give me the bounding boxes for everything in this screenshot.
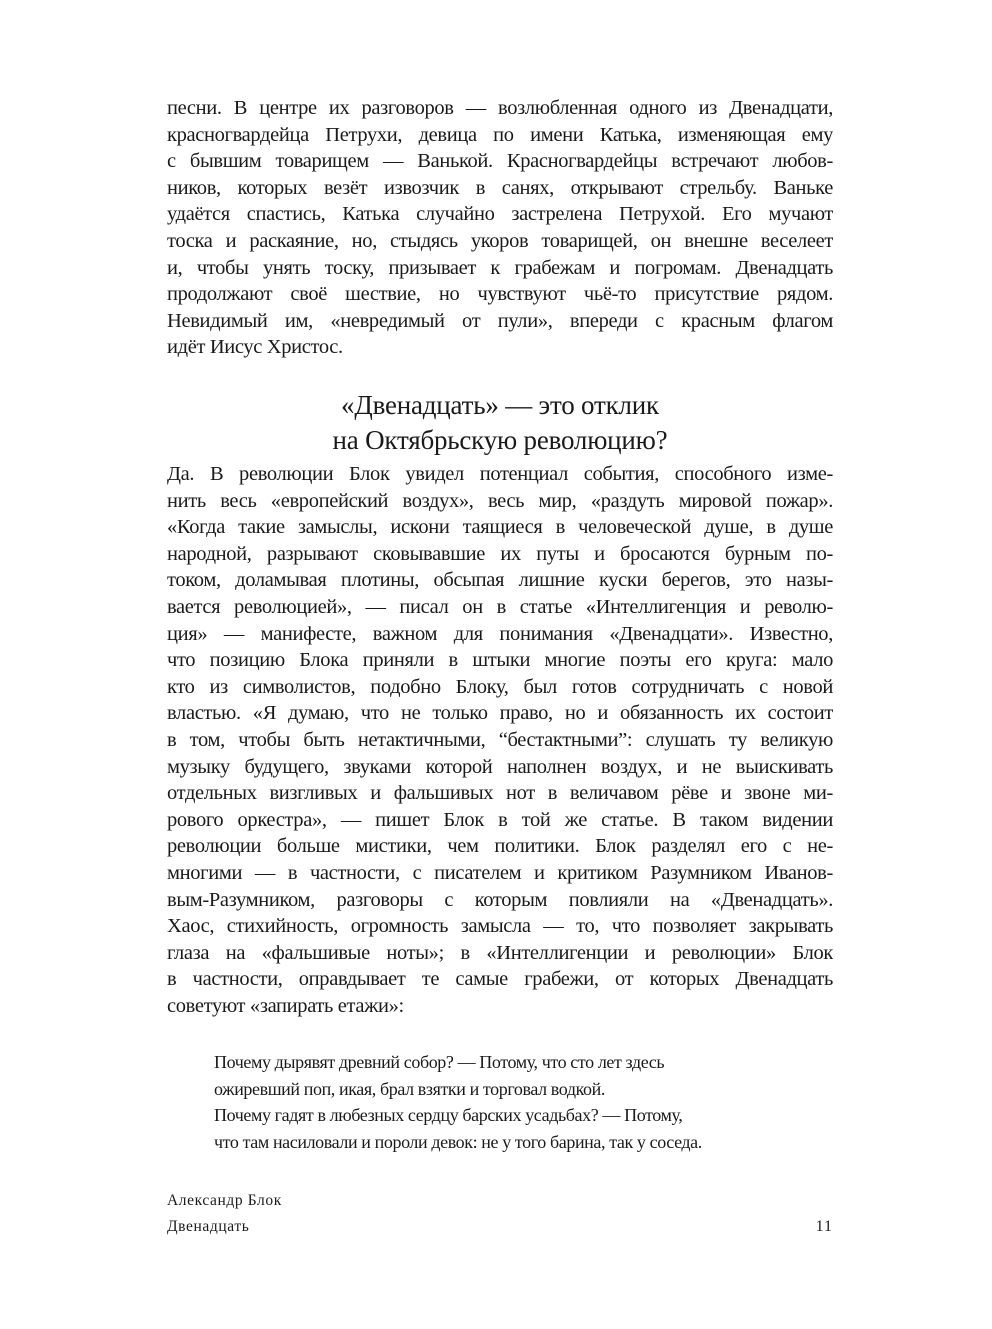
- text-line: музыку будущего, звуками которой наполнен воздух, и не выискивать: [167, 755, 833, 778]
- text-line: нить весь «европейский воздух», весь мир, «раздуть мировой пожар».: [167, 489, 833, 512]
- text-line: «Когда такие замыслы, искони таящиеся в человеческой душе, в душе: [167, 516, 833, 539]
- text-line: током, доламывая плотины, обсыпая лишние куски берегов, это назы-: [167, 569, 833, 592]
- text-line: народной, разрывают сковывавшие их путы и бросаются бурным по-: [167, 542, 833, 565]
- text-line: ников, которых везёт извозчик в санях, открывают стрельбу. Ваньке: [167, 176, 833, 199]
- text-line: что позицию Блока приняли в штыки многие поэты его круга: мало: [167, 649, 833, 672]
- text-line: с бывшим товарищем — Ванькой. Красногвардейцы встречают любов-: [167, 150, 833, 173]
- paragraph-1: [167, 95, 833, 361]
- text-line: песни. В центре их разговоров — возлюбленная одного из Двенадцати,: [167, 97, 833, 119]
- block-quote: [214, 1049, 786, 1155]
- text-line: рового оркестра», — пишет Блок в той же статье. В таком видении: [167, 808, 833, 831]
- text-line: вается революцией», — писал он в статье «Интеллигенция и револю-: [167, 595, 833, 618]
- text-line: красногвардейца Петрухи, девица по имени Катька, изменяющая ему: [167, 123, 833, 146]
- text-line: в том, чтобы быть нетактичными, “бестактными”: слушать ту великую: [167, 728, 833, 751]
- text-line: идёт Иисус Христос.: [167, 336, 343, 359]
- text-line: в частности, оправдывает те самые грабежи, от которых Двенадцать: [167, 968, 833, 991]
- text-line: ожиревший поп, икая, брал взятки и торговал водкой.: [214, 1078, 605, 1099]
- text-line: Невидимый им, «невредимый от пули», впереди с красным флагом: [167, 309, 833, 332]
- text-line: революции больше мистики, чем политики. Блок разделял его с не-: [167, 835, 833, 858]
- text-line: ция» — манифесте, важном для понимания «Двенадцати». Известно,: [167, 622, 833, 645]
- text-line: тоска и раскаяние, но, стыдясь укоров товарищей, он внешне веселеет: [167, 229, 833, 252]
- text-line: и, чтобы унять тоску, призывает к грабежам и погромам. Двенадцать: [167, 256, 833, 279]
- page-footer: [167, 1188, 833, 1240]
- section-heading: [167, 388, 833, 458]
- footer-book-title: Двенадцать: [167, 1218, 250, 1235]
- text-line: Почему гадят в любезных сердцу барских усадьбах? — Потому,: [214, 1105, 683, 1125]
- text-line: властью. «Я думаю, что не только право, но и обязанность их состоит: [167, 702, 833, 725]
- text-line: Почему дырявят древний собор? — Потому, что сто лет здесь: [214, 1052, 665, 1072]
- text-line: глаза на «фальшивые ноты»; в «Интеллигенции и революции» Блок: [167, 941, 833, 964]
- text-line: удаётся спастись, Катька случайно застрелена Петрухой. Его мучают: [167, 203, 833, 226]
- text-line: кто из символистов, подобно Блоку, был готов сотрудничать с новой: [167, 675, 833, 698]
- text-line: что там насиловали и пороли девок: не у того барина, так у соседа.: [214, 1131, 702, 1152]
- text-line: вым-Разумником, разговоры с которым повлияли на «Двенадцать».: [167, 888, 833, 911]
- text-line: отдельных визгливых и фальшивых нот в величавом рёве и звоне ми-: [167, 782, 833, 805]
- text-line: на Октябрьскую революцию?: [332, 425, 668, 455]
- page-number: 11: [815, 1218, 833, 1235]
- paragraph-2: [167, 461, 833, 1019]
- text-line: советуют «запирать етажи»:: [167, 994, 404, 1017]
- text-line: «Двенадцать» — это отклик: [341, 390, 659, 420]
- footer-author: Александр Блок: [167, 1192, 282, 1209]
- text-line: Хаос, стихийность, огромность замысла — то, что позволяет закрывать: [167, 915, 833, 938]
- text-line: Да. В революции Блок увидел потенциал события, способного изме-: [167, 463, 833, 485]
- text-line: продолжают своё шествие, но чувствуют чьё-то присутствие рядом.: [167, 283, 833, 306]
- text-line: многими — в частности, с писателем и критиком Разумником Иванов-: [167, 861, 833, 884]
